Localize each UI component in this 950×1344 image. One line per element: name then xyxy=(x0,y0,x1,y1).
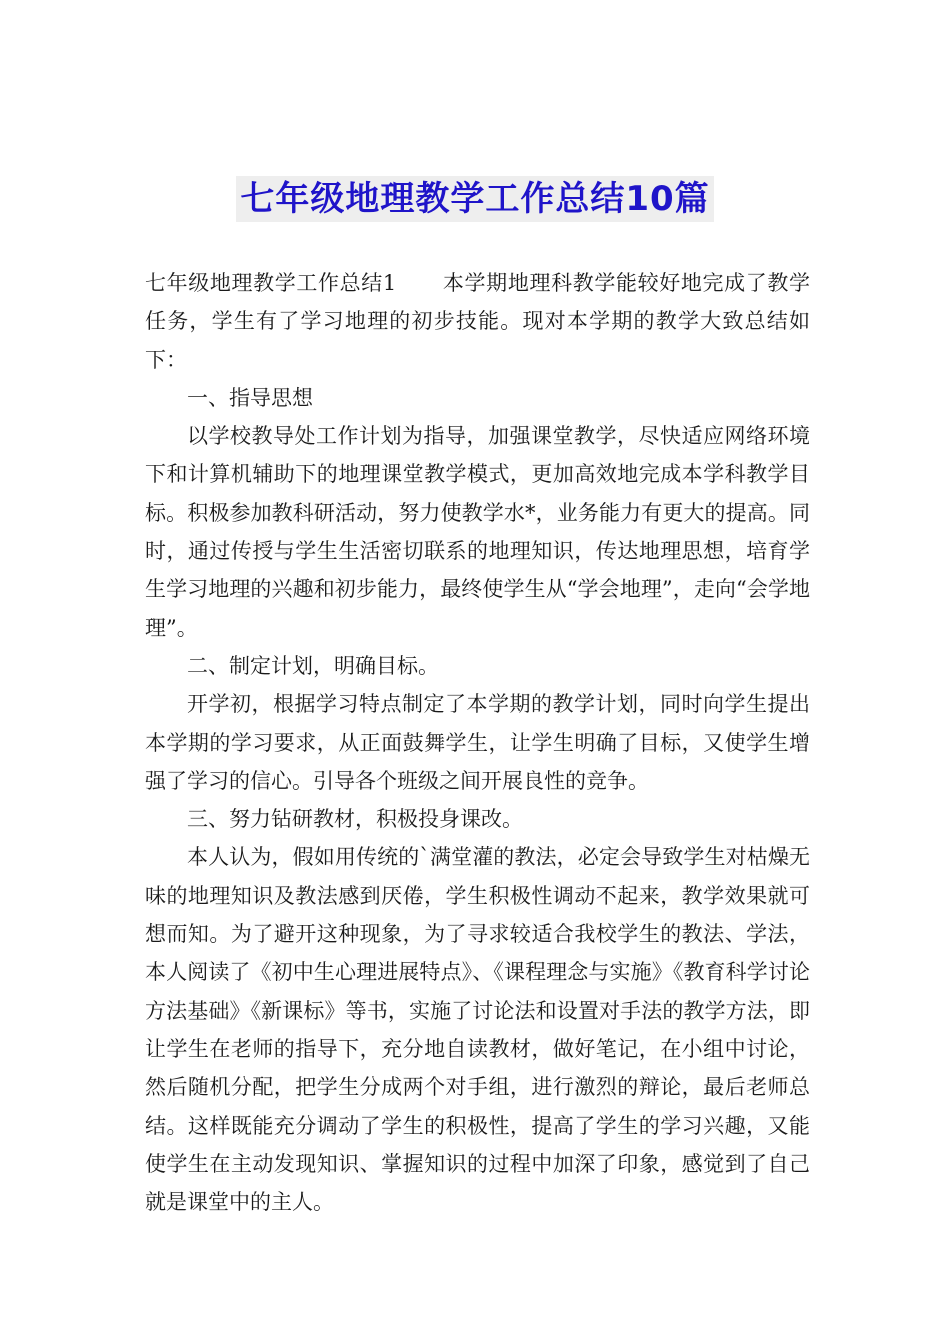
intro-text: 本学期地理科教学能较好地完成了教学任务，学生有了学习地理的初步技能。现对本学期的教学大致总结如下： xyxy=(145,271,810,372)
paragraph-guiding-thought: 以学校教导处工作计划为指导，加强课堂教学，尽快适应网络环境下和计算机辅助下的地理课堂教学模式，更加高效地完成本学科教学目标。积极参加教科研活动，努力使教学水*，业务能力有更大的提高。同时，通过传授与学生生活密切联系的地理知识，传达地理思想，培育学生学习地理的兴趣和初步能力，最终使学生从“学会地理”，走向“会学地理”。 xyxy=(145,424,810,640)
heading-guiding-thought: 一、指导思想 xyxy=(187,385,313,410)
document-body xyxy=(145,264,810,1221)
heading-plan: 二、制定计划，明确目标。 xyxy=(187,653,439,678)
heading-textbook: 三、努力钻研教材，积极投身课改。 xyxy=(187,807,523,832)
paragraph-plan: 开学初，根据学习特点制定了本学期的教学计划，同时向学生提出本学期的学习要求，从正面鼓舞学生，让学生明确了目标，又使学生增强了学习的信心。引导各个班级之间开展良性的竞争。 xyxy=(145,692,810,793)
intro-paragraph xyxy=(145,264,810,379)
document-title: 七年级地理教学工作总结10篇 xyxy=(236,176,713,222)
section-label: 七年级地理教学工作总结1 xyxy=(145,271,397,295)
document-title-wrapper xyxy=(0,176,950,222)
paragraph-textbook: 本人认为，假如用传统的`满堂灌的教法，必定会导致学生对枯燥无味的地理知识及教法感到厌倦，学生积极性调动不起来，教学效果就可想而知。为了避开这种现象，为了寻求较适合我校学生的教法、学法，本人阅读了《初中生心理进展特点》、《课程理念与实施》《教育科学讨论方法基础》《新课标》等书，实施了讨论法和设置对手法的教学方法，即让学生在老师的指导下，充分地自读教材，做好笔记，在小组中讨论，然后随机分配，把学生分成两个对手组，进行激烈的辩论，最后老师总结。这样既能充分调动了学生的积极性，提高了学生的学习兴趣，又能使学生在主动发现知识、掌握知识的过程中加深了印象，感觉到了自己就是课堂中的主人。 xyxy=(145,845,810,1215)
